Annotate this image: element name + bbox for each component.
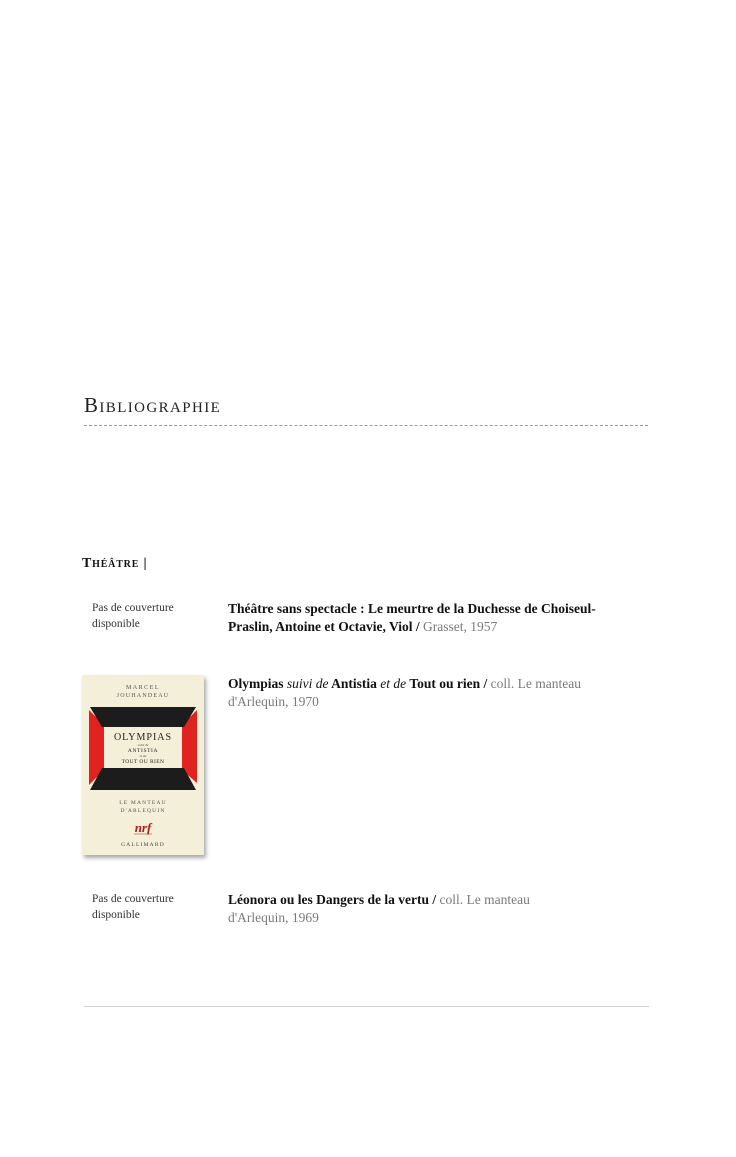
- cover-title: OLYMPIAS: [113, 732, 173, 743]
- category-heading: Théâtre |: [82, 556, 148, 571]
- cover-series2: D'ARLEQUIN: [120, 808, 166, 814]
- cover-sub4: TOUT OU RIEN: [121, 759, 165, 765]
- title-connector-2: et de: [380, 676, 407, 691]
- entry-publisher: coll. Le manteau d'Arlequin, 1970: [228, 676, 581, 709]
- cover-author-line1: MARCEL: [125, 685, 161, 691]
- entry-text: [228, 675, 618, 711]
- cover-series1: LE MANTEAU: [119, 800, 167, 806]
- no-cover-placeholder: Pas de couverture disponible: [92, 602, 174, 630]
- entry-title-link[interactable]: [228, 676, 480, 691]
- title-part-3: Tout ou rien: [409, 676, 481, 691]
- title-connector-1: suivi de: [286, 676, 329, 691]
- title-divider: [84, 425, 648, 426]
- cover-publisher: GALLIMARD: [121, 842, 165, 848]
- cover-black-bottom: [90, 768, 196, 790]
- title-part-1: Olympias: [228, 676, 284, 691]
- cover-author-line2: JOUHANDEAU: [116, 693, 170, 699]
- entry-title-link[interactable]: Théâtre sans spectacle : Le meurtre de la Duchesse de Choiseul-Praslin, Antoine et Octavie, Viol: [228, 601, 596, 634]
- cover-sub1: suivi de: [137, 743, 149, 747]
- section-title: Bibliographie: [84, 393, 222, 417]
- entry-text: [228, 891, 558, 927]
- entry-publisher: coll. Le manteau d'Arlequin, 1969: [228, 892, 530, 925]
- entry-title-link[interactable]: Léonora ou les Dangers de la vertu: [228, 892, 429, 907]
- title-part-2: Antistia: [331, 676, 377, 691]
- entry-publisher: Grasset, 1957: [423, 619, 498, 634]
- footer-divider: [84, 1006, 649, 1007]
- entry-separator: /: [428, 892, 440, 907]
- book-cover-image[interactable]: [82, 675, 204, 855]
- entry-text: [228, 600, 623, 636]
- cover-sub3: et de: [139, 754, 147, 758]
- cover-black-top: [90, 707, 196, 727]
- entry-separator: /: [412, 619, 424, 634]
- entry-separator: /: [480, 676, 491, 691]
- nrf-logo: nrf: [134, 820, 152, 835]
- cover-sub2: ANTISTIA: [127, 748, 159, 754]
- no-cover-placeholder: Pas de couverture disponible: [92, 893, 174, 921]
